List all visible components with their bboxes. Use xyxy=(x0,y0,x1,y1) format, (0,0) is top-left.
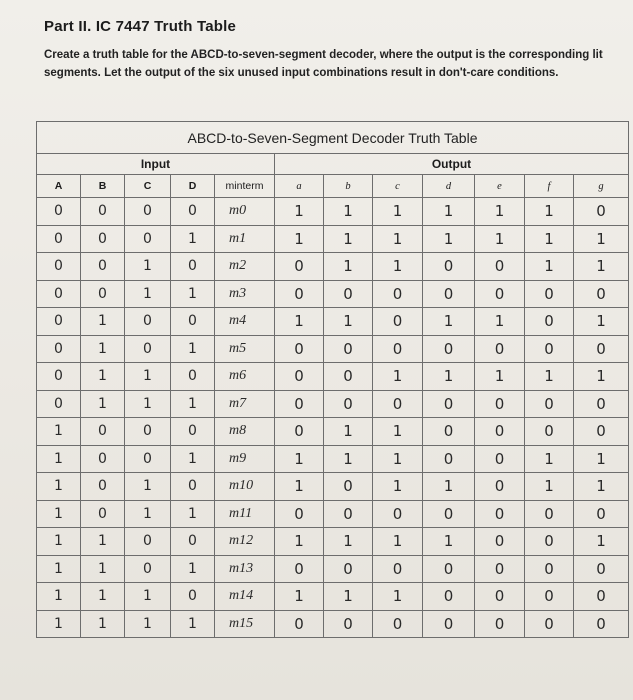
cell-d: 1 xyxy=(171,335,215,363)
cell-b: 0 xyxy=(324,335,373,363)
cell-a: 0 xyxy=(37,390,81,418)
cell-e: 1 xyxy=(475,363,525,391)
cell-minterm: m7 xyxy=(215,390,275,418)
cell-f: 0 xyxy=(525,390,574,418)
cell-f: 0 xyxy=(525,280,574,308)
cell-a: 1 xyxy=(37,445,81,473)
cell-a: 0 xyxy=(275,555,324,583)
cell-g: 1 xyxy=(574,253,629,281)
cell-b: 1 xyxy=(324,583,373,611)
cell-c: 0 xyxy=(373,335,423,363)
cell-a: 0 xyxy=(275,363,324,391)
cell-b: 0 xyxy=(324,363,373,391)
cell-minterm: m11 xyxy=(215,500,275,528)
column-header-c: C xyxy=(125,175,171,198)
cell-b: 1 xyxy=(81,335,125,363)
cell-d: 1 xyxy=(171,610,215,638)
cell-g: 0 xyxy=(574,555,629,583)
cell-f: 1 xyxy=(525,225,574,253)
cell-minterm: m8 xyxy=(215,418,275,446)
cell-a: 0 xyxy=(37,363,81,391)
cell-e: 0 xyxy=(475,418,525,446)
cell-a: 0 xyxy=(37,253,81,281)
cell-b: 0 xyxy=(81,445,125,473)
cell-c: 0 xyxy=(125,445,171,473)
table-row xyxy=(37,335,629,363)
cell-d: 0 xyxy=(423,583,475,611)
cell-d: 1 xyxy=(171,445,215,473)
cell-d: 0 xyxy=(171,363,215,391)
cell-e: 0 xyxy=(475,445,525,473)
column-header-c: c xyxy=(373,175,423,198)
cell-e: 0 xyxy=(475,610,525,638)
cell-a: 0 xyxy=(275,253,324,281)
cell-e: 0 xyxy=(475,555,525,583)
cell-d: 0 xyxy=(423,500,475,528)
table-row xyxy=(37,418,629,446)
cell-b: 0 xyxy=(81,253,125,281)
column-header-f: f xyxy=(525,175,574,198)
truth-table xyxy=(36,121,629,638)
cell-minterm: m13 xyxy=(215,555,275,583)
cell-a: 1 xyxy=(275,198,324,226)
cell-b: 0 xyxy=(81,225,125,253)
cell-a: 1 xyxy=(37,610,81,638)
cell-b: 1 xyxy=(324,225,373,253)
cell-g: 0 xyxy=(574,280,629,308)
cell-a: 0 xyxy=(275,390,324,418)
table-row xyxy=(37,528,629,556)
cell-minterm: m9 xyxy=(215,445,275,473)
cell-b: 1 xyxy=(81,528,125,556)
cell-minterm: m2 xyxy=(215,253,275,281)
cell-a: 1 xyxy=(37,555,81,583)
cell-c: 1 xyxy=(125,500,171,528)
cell-g: 0 xyxy=(574,335,629,363)
cell-b: 1 xyxy=(81,363,125,391)
cell-g: 1 xyxy=(574,308,629,336)
cell-d: 0 xyxy=(423,445,475,473)
cell-minterm: m5 xyxy=(215,335,275,363)
section-heading: Part II. IC 7447 Truth Table xyxy=(44,18,237,35)
cell-c: 1 xyxy=(373,528,423,556)
cell-f: 0 xyxy=(525,610,574,638)
cell-e: 0 xyxy=(475,583,525,611)
cell-c: 0 xyxy=(373,555,423,583)
cell-minterm: m10 xyxy=(215,473,275,501)
cell-f: 0 xyxy=(525,335,574,363)
input-group-header: Input xyxy=(37,154,275,175)
cell-g: 0 xyxy=(574,610,629,638)
cell-d: 1 xyxy=(423,528,475,556)
cell-c: 1 xyxy=(373,445,423,473)
cell-minterm: m1 xyxy=(215,225,275,253)
cell-b: 0 xyxy=(324,500,373,528)
cell-a: 1 xyxy=(37,500,81,528)
cell-c: 1 xyxy=(125,363,171,391)
cell-g: 0 xyxy=(574,390,629,418)
cell-g: 1 xyxy=(574,528,629,556)
cell-d: 1 xyxy=(171,555,215,583)
cell-e: 0 xyxy=(475,335,525,363)
cell-d: 1 xyxy=(171,280,215,308)
cell-d: 0 xyxy=(171,253,215,281)
cell-a: 0 xyxy=(275,610,324,638)
cell-c: 1 xyxy=(373,363,423,391)
cell-b: 1 xyxy=(324,418,373,446)
cell-d: 0 xyxy=(423,418,475,446)
cell-f: 1 xyxy=(525,198,574,226)
cell-a: 0 xyxy=(37,225,81,253)
table-caption: ABCD-to-Seven-Segment Decoder Truth Table xyxy=(37,122,629,154)
cell-d: 0 xyxy=(423,335,475,363)
table-row xyxy=(37,198,629,226)
table-row xyxy=(37,308,629,336)
cell-f: 1 xyxy=(525,445,574,473)
cell-f: 0 xyxy=(525,500,574,528)
cell-b: 0 xyxy=(324,390,373,418)
cell-b: 0 xyxy=(324,555,373,583)
cell-g: 0 xyxy=(574,198,629,226)
cell-a: 1 xyxy=(275,528,324,556)
column-header-a: a xyxy=(275,175,324,198)
cell-a: 1 xyxy=(37,418,81,446)
cell-e: 0 xyxy=(475,280,525,308)
cell-b: 1 xyxy=(81,583,125,611)
cell-c: 0 xyxy=(125,308,171,336)
cell-a: 1 xyxy=(37,473,81,501)
cell-c: 0 xyxy=(125,335,171,363)
table-row xyxy=(37,253,629,281)
cell-e: 1 xyxy=(475,308,525,336)
cell-a: 1 xyxy=(275,308,324,336)
cell-minterm: m15 xyxy=(215,610,275,638)
cell-minterm: m3 xyxy=(215,280,275,308)
cell-b: 1 xyxy=(324,253,373,281)
cell-c: 1 xyxy=(125,280,171,308)
cell-a: 1 xyxy=(37,528,81,556)
cell-c: 1 xyxy=(125,390,171,418)
cell-b: 1 xyxy=(324,528,373,556)
cell-b: 0 xyxy=(81,473,125,501)
cell-g: 1 xyxy=(574,445,629,473)
table-row xyxy=(37,610,629,638)
cell-e: 0 xyxy=(475,390,525,418)
cell-b: 1 xyxy=(81,610,125,638)
cell-g: 0 xyxy=(574,418,629,446)
cell-e: 0 xyxy=(475,473,525,501)
cell-d: 0 xyxy=(171,418,215,446)
cell-c: 0 xyxy=(373,390,423,418)
cell-b: 1 xyxy=(324,198,373,226)
column-header-minterm: minterm xyxy=(215,175,275,198)
cell-d: 0 xyxy=(171,528,215,556)
cell-f: 0 xyxy=(525,555,574,583)
cell-c: 1 xyxy=(373,418,423,446)
cell-d: 0 xyxy=(423,390,475,418)
cell-c: 1 xyxy=(125,583,171,611)
cell-a: 1 xyxy=(275,445,324,473)
cell-e: 0 xyxy=(475,253,525,281)
cell-c: 0 xyxy=(125,528,171,556)
column-header-a: A xyxy=(37,175,81,198)
instructions-text: Create a truth table for the ABCD-to-seven-segment decoder, where the output is the corresponding lit segments. Let the output of the six unused input combinations result in don't-care conditions. xyxy=(44,49,603,79)
cell-b: 0 xyxy=(81,500,125,528)
cell-d: 1 xyxy=(423,363,475,391)
cell-a: 0 xyxy=(275,335,324,363)
table-row xyxy=(37,390,629,418)
cell-c: 1 xyxy=(373,583,423,611)
cell-f: 1 xyxy=(525,363,574,391)
cell-b: 0 xyxy=(81,418,125,446)
cell-c: 0 xyxy=(373,280,423,308)
cell-a: 0 xyxy=(37,280,81,308)
cell-a: 0 xyxy=(275,418,324,446)
cell-a: 0 xyxy=(275,500,324,528)
cell-d: 0 xyxy=(423,253,475,281)
cell-g: 1 xyxy=(574,363,629,391)
cell-b: 0 xyxy=(324,610,373,638)
cell-d: 1 xyxy=(171,225,215,253)
table-row xyxy=(37,280,629,308)
table-row xyxy=(37,445,629,473)
cell-d: 0 xyxy=(171,473,215,501)
cell-f: 0 xyxy=(525,308,574,336)
column-header-d: d xyxy=(423,175,475,198)
output-group-header: Output xyxy=(275,154,629,175)
cell-a: 0 xyxy=(37,335,81,363)
cell-f: 1 xyxy=(525,473,574,501)
cell-c: 0 xyxy=(373,308,423,336)
cell-f: 0 xyxy=(525,528,574,556)
cell-c: 1 xyxy=(125,473,171,501)
cell-d: 1 xyxy=(423,198,475,226)
cell-b: 1 xyxy=(81,390,125,418)
cell-c: 1 xyxy=(125,253,171,281)
cell-e: 0 xyxy=(475,528,525,556)
cell-minterm: m0 xyxy=(215,198,275,226)
cell-d: 0 xyxy=(423,610,475,638)
cell-minterm: m6 xyxy=(215,363,275,391)
cell-d: 0 xyxy=(171,583,215,611)
cell-c: 0 xyxy=(125,198,171,226)
column-header-b: B xyxy=(81,175,125,198)
cell-minterm: m4 xyxy=(215,308,275,336)
column-header-g: g xyxy=(574,175,629,198)
cell-a: 0 xyxy=(275,280,324,308)
cell-b: 1 xyxy=(324,308,373,336)
cell-b: 0 xyxy=(81,198,125,226)
cell-a: 1 xyxy=(275,473,324,501)
cell-c: 1 xyxy=(125,610,171,638)
cell-d: 0 xyxy=(171,308,215,336)
cell-g: 1 xyxy=(574,473,629,501)
cell-c: 0 xyxy=(125,555,171,583)
cell-c: 0 xyxy=(125,418,171,446)
cell-a: 1 xyxy=(37,583,81,611)
table-row xyxy=(37,555,629,583)
cell-d: 1 xyxy=(423,308,475,336)
cell-b: 1 xyxy=(81,555,125,583)
cell-f: 1 xyxy=(525,253,574,281)
column-header-e: e xyxy=(475,175,525,198)
table-row xyxy=(37,500,629,528)
cell-c: 1 xyxy=(373,225,423,253)
cell-d: 1 xyxy=(423,225,475,253)
cell-e: 1 xyxy=(475,198,525,226)
cell-b: 0 xyxy=(324,280,373,308)
cell-d: 1 xyxy=(423,473,475,501)
cell-a: 1 xyxy=(275,583,324,611)
cell-a: 0 xyxy=(37,198,81,226)
table-row xyxy=(37,473,629,501)
column-header-d: D xyxy=(171,175,215,198)
cell-g: 0 xyxy=(574,500,629,528)
cell-c: 0 xyxy=(125,225,171,253)
cell-g: 0 xyxy=(574,583,629,611)
cell-d: 0 xyxy=(423,280,475,308)
cell-f: 0 xyxy=(525,583,574,611)
table-row xyxy=(37,583,629,611)
cell-d: 1 xyxy=(171,500,215,528)
table-row xyxy=(37,363,629,391)
cell-d: 0 xyxy=(171,198,215,226)
cell-b: 0 xyxy=(324,473,373,501)
cell-f: 0 xyxy=(525,418,574,446)
table-row xyxy=(37,225,629,253)
cell-c: 1 xyxy=(373,198,423,226)
cell-c: 0 xyxy=(373,610,423,638)
cell-c: 0 xyxy=(373,500,423,528)
cell-b: 1 xyxy=(324,445,373,473)
column-header-row xyxy=(37,175,629,198)
cell-minterm: m14 xyxy=(215,583,275,611)
cell-c: 1 xyxy=(373,253,423,281)
cell-a: 1 xyxy=(275,225,324,253)
cell-c: 1 xyxy=(373,473,423,501)
cell-minterm: m12 xyxy=(215,528,275,556)
cell-b: 0 xyxy=(81,280,125,308)
column-header-b: b xyxy=(324,175,373,198)
cell-d: 1 xyxy=(171,390,215,418)
cell-b: 1 xyxy=(81,308,125,336)
cell-g: 1 xyxy=(574,225,629,253)
cell-d: 0 xyxy=(423,555,475,583)
cell-e: 1 xyxy=(475,225,525,253)
cell-e: 0 xyxy=(475,500,525,528)
cell-a: 0 xyxy=(37,308,81,336)
